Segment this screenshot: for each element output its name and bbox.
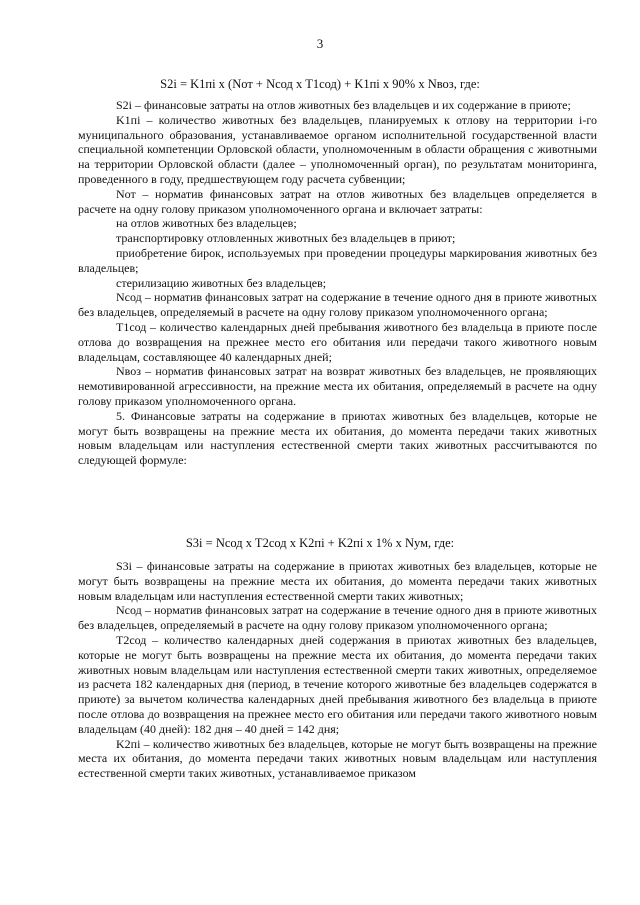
paragraph: приобретение бирок, используемых при проведении процедуры маркирования животных без владельцев; xyxy=(78,245,597,275)
paragraph: стерилизацию животных без владельцев; xyxy=(116,275,327,290)
paragraph: S2i – финансовые затраты на отлов животных без владельцев и их содержание в приюте; xyxy=(116,98,571,112)
text-block-2 xyxy=(78,559,597,781)
paragraph: T1сод – количество календарных дней пребывания животного без владельца в приюте после отлова до возвращения на прежнее место его обитания или передачи такого животного новым владельцам, составляющее 40 календарных дней; xyxy=(78,319,597,364)
paragraph: S3i – финансовые затраты на содержание в приютах животных без владельцев, которые не могут быть возвращены на прежние места их обитания, до момента передачи таких животных новым владельцам или наступления естественной смерти таких животных; xyxy=(78,559,597,603)
paragraph: Nсод – норматив финансовых затрат на содержание в течение одного дня в приюте животных без владельцев, определяемый в расчете на одну голову приказом уполномоченного органа; xyxy=(78,290,597,320)
paragraph: K1пi – количество животных без владельцев, планируемых к отлову на территории i-го муниципального образования, устанавливаемое органом исполнительной государственной власти специальной компетенции Орловской области, уполномоченным в области обращения с животными на территории Орловской области (далее – уполномоченный орган), по результатам мониторинга, проведенного в году, предшествующем году расчета субвенции; xyxy=(78,112,597,186)
paragraph: Nот – норматив финансовых затрат на отлов животных без владельцев определяется в расчете на одну голову приказом уполномоченного органа и включает затраты: xyxy=(78,186,597,216)
formula-s3i: S3i = Nсод x T2сод x K2пi + K2пi x 1% x Nум, где: xyxy=(185,536,455,550)
paragraph: транспортировку отловленных животных без владельцев в приют; xyxy=(116,231,456,246)
paragraph: Nсод – норматив финансовых затрат на содержание в течение одного дня в приюте животных без владельцев, определяемый в расчете на одну голову приказом уполномоченного органа; xyxy=(78,603,597,633)
paragraph: T2сод – количество календарных дней содержания в приютах животных без владельцев, которые не могут быть возвращены на прежние места их обитания, до момента передачи таких животных новым владельцам или наступления естественной смерти таких животных, определяемое из расчета 182 календарных дня (период, в течение которого животные без владельцев содержатся в приюте) за вычетом количества календарных дней пребывания животного без владельца в приюте после отлова до возвращения на прежнее место его обитания или передачи такого животного новым владельцам (40 дней): 182 дня – 40 дней = 142 дня; xyxy=(78,632,597,736)
text-block-1 xyxy=(78,98,597,468)
paragraph: Nвоз – норматив финансовых затрат на возврат животных без владельцев, не проявляющих немотивированной агрессивности, на прежние места их обитания, определяемый в расчете на одну голову приказом уполномоченного органа. xyxy=(78,364,597,408)
paragraph: 5. Финансовые затраты на содержание в приютах животных без владельцев, которые не могут быть возвращены на прежние места их обитания, до момента передачи таких животных новым владельцам или наступления естественной смерти таких животных рассчитываются по следующей формуле: xyxy=(78,408,597,468)
paragraph: на отлов животных без владельцев; xyxy=(116,216,297,231)
page-number: 3 xyxy=(316,36,324,51)
paragraph: K2пi – количество животных без владельцев, которые не могут быть возвращены на прежние места их обитания, до момента передачи таких животных новым владельцам или наступления естественной смерти таких животных, устанавливаемое приказом xyxy=(78,736,597,781)
formula-s2i: S2i = K1пi x (Nот + Nсод x T1сод) + K1пi x 90% x Nвоз, где: xyxy=(160,77,480,91)
